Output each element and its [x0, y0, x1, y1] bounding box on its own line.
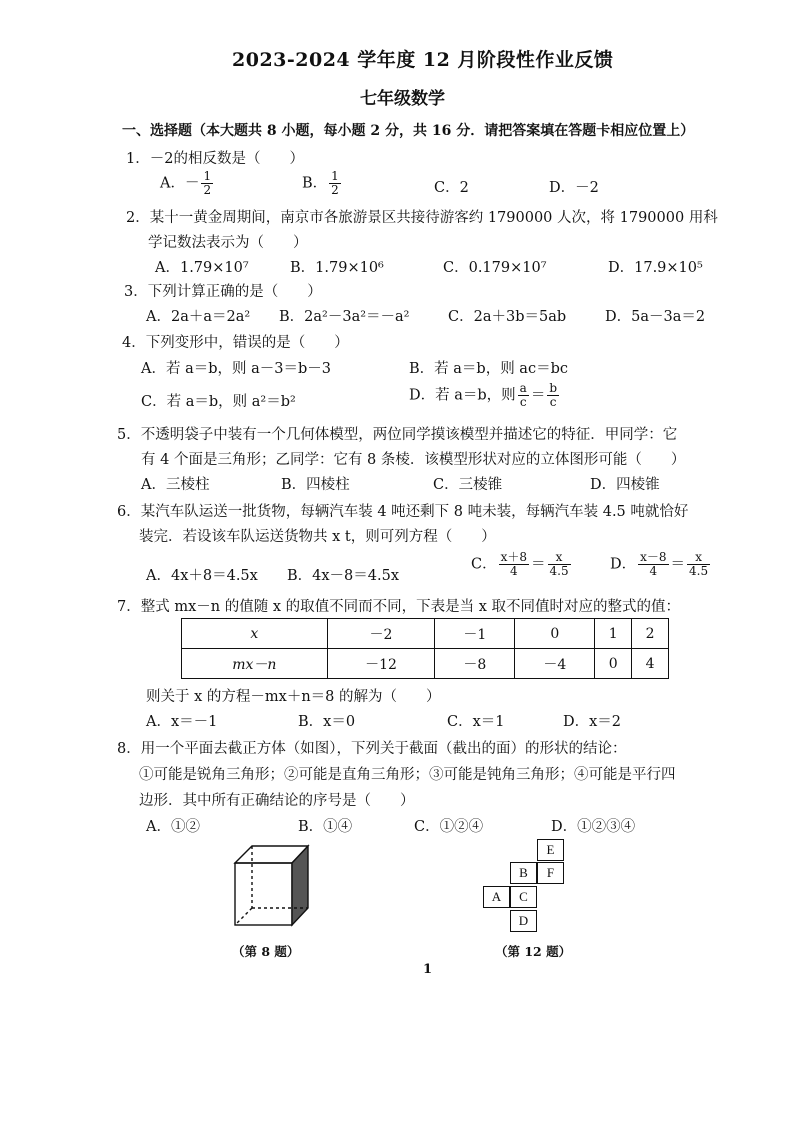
q4-d-num-1: a — [519, 381, 527, 395]
q6-c-fraction-2 — [548, 551, 571, 578]
question-7-option-d: D．x＝2 — [563, 714, 622, 730]
q4-d-den-2: c — [549, 395, 557, 409]
q6-d-den-2: 4.5 — [689, 564, 709, 578]
page-subtitle: 七年级数学 — [360, 89, 445, 109]
question-4-option-a: A．若 a＝b，则 a－3＝b－3 — [141, 361, 331, 377]
question-2-option-d: D．17.9×10⁵ — [608, 260, 703, 276]
table-cell: 1 — [595, 619, 632, 649]
net-face-f: F — [537, 862, 564, 884]
question-3-option-c: C．2a＋3b＝5ab — [448, 309, 567, 325]
q6-c-label: C． — [471, 556, 497, 573]
question-6-option-a: A．4x＋8＝4.5x — [146, 568, 258, 584]
net-face-e: E — [537, 839, 564, 861]
question-7-option-c: C．x＝1 — [447, 714, 505, 730]
cube-side-face — [292, 846, 308, 925]
question-1-option-c: C．2 — [434, 180, 469, 196]
table-cell: －4 — [515, 649, 595, 679]
figure-8-caption: （第 8 题） — [232, 944, 300, 959]
q1-b-num: 1 — [331, 169, 339, 183]
question-1-option-a — [160, 170, 215, 197]
question-8-option-c: C．①②④ — [414, 819, 484, 835]
q6-d-num-1: x－8 — [640, 550, 667, 564]
q1-b-den: 2 — [331, 183, 339, 197]
question-3-stem: 3．下列计算正确的是（ ） — [124, 284, 322, 300]
question-5-line-1: 5．不透明袋子中装有一个几何体模型，两位同学摸该模型并描述它的特征．甲同学：它 — [117, 427, 678, 443]
question-1-option-d: D．－2 — [549, 180, 599, 196]
q6-d-fraction-2 — [687, 551, 710, 578]
q4-d-fraction-1 — [518, 382, 529, 409]
table-row — [182, 649, 669, 679]
table-cell: －2 — [327, 619, 435, 649]
cube-front-face — [235, 863, 292, 925]
table-cell: 4 — [632, 649, 669, 679]
cube-figure — [230, 843, 310, 933]
question-6-line-1: 6．某汽车队运送一批货物，每辆汽车装 4 吨还剩下 8 吨未装，每辆汽车装 4.5 吨就恰好 — [117, 504, 689, 520]
table-cell: －12 — [327, 649, 435, 679]
q1-b-fraction — [329, 170, 341, 197]
page-number: 1 — [423, 962, 433, 977]
q4-d-num-2: b — [549, 381, 558, 395]
question-2-option-c: C．0.179×10⁷ — [443, 260, 547, 276]
q1-a-fraction — [201, 170, 213, 197]
question-5-option-a: A．三棱柱 — [141, 477, 210, 493]
question-6-line-2: 装完．若设该车队运送货物共 x t，则可列方程（ ） — [139, 529, 496, 545]
question-2-option-a: A．1.79×10⁷ — [155, 260, 249, 276]
page-title: 2023-2024 学年度 12 月阶段性作业反馈 — [232, 49, 614, 71]
table-cell: －1 — [435, 619, 515, 649]
table-cell: 0 — [595, 649, 632, 679]
net-face-d: D — [510, 910, 537, 932]
question-4-option-b: B．若 a＝b，则 ac＝bc — [409, 361, 568, 377]
question-3-option-b: B．2a²－3a²＝－a² — [279, 309, 410, 325]
question-8-option-b: B．①④ — [298, 819, 353, 835]
q6-d-fraction-1 — [638, 551, 668, 578]
table-cell: mx－n — [182, 649, 328, 679]
section-heading: 一、选择题（本大题共 8 小题，每小题 2 分，共 16 分．请把答案填在答题卡相应位置上） — [122, 123, 695, 139]
question-7-option-a: A．x＝－1 — [146, 714, 218, 730]
q6-d-num-2: x — [687, 551, 710, 565]
q6-d-eq: ＝ — [670, 556, 686, 573]
question-6-option-c — [471, 551, 573, 578]
net-face-c: C — [510, 886, 537, 908]
question-7-followup: 则关于 x 的方程－mx＋n＝8 的解为（ ） — [146, 689, 441, 705]
q6-c-eq: ＝ — [531, 556, 546, 573]
q1-b-label: B． — [302, 175, 328, 192]
net-face-b: B — [510, 862, 537, 884]
question-7-option-b: B．x＝0 — [298, 714, 356, 730]
q4-d-den-1: c — [519, 395, 527, 409]
q6-c-num-2: x — [548, 551, 571, 565]
table-cell: 0 — [515, 619, 595, 649]
question-5-option-d: D．四棱锥 — [590, 477, 660, 493]
q6-c-den-1: 4 — [509, 564, 518, 578]
q6-d-den-1: 4 — [649, 564, 658, 578]
question-4-option-c: C．若 a＝b，则 a²＝b² — [141, 394, 296, 410]
question-3-option-d: D．5a－3a＝2 — [605, 309, 706, 325]
question-6-option-b: B．4x－8＝4.5x — [287, 568, 400, 584]
q1-a-num: 1 — [203, 169, 212, 183]
question-8-option-d: D．①②③④ — [551, 819, 636, 835]
q1-a-label: A．－ — [160, 175, 200, 192]
question-5-option-c: C．三棱锥 — [433, 477, 503, 493]
question-2-line-1: 2．某十一黄金周期间，南京市各旅游景区共接待游客约 1790000 人次，将 1790000 用科 — [126, 210, 718, 226]
question-5-line-2: 有 4 个面是三角形；乙同学：它有 8 条棱．该模型形状对应的立体图形可能（ ） — [141, 452, 686, 468]
question-7-stem: 7．整式 mx－n 的值随 x 的取值不同而不同，下表是当 x 取不同值时对应的整式的值： — [117, 599, 680, 615]
figure-12-caption: （第 12 题） — [495, 944, 572, 959]
value-table — [181, 618, 669, 679]
question-8-line-2: ①可能是锐角三角形；②可能是直角三角形；③可能是钝角三角形；④可能是平行四 — [139, 767, 676, 783]
q6-c-fraction-1 — [499, 551, 529, 578]
q6-c-num-1: x＋8 — [500, 550, 528, 564]
net-face-a: A — [483, 886, 510, 908]
question-3-option-a: A．2a＋a＝2a² — [146, 309, 251, 325]
q4-d-fraction-2 — [547, 382, 559, 409]
question-4-option-d — [409, 382, 561, 409]
question-1-stem: 1．－2的相反数是（ ） — [126, 151, 304, 167]
question-6-option-d — [610, 551, 712, 578]
q4-d-label: D．若 a＝b，则 — [409, 387, 516, 404]
q6-c-den-2: 4.5 — [549, 564, 569, 578]
question-5-option-b: B．四棱柱 — [281, 477, 350, 493]
question-4-stem: 4．下列变形中，错误的是（ ） — [122, 335, 349, 351]
question-8-line-1: 8．用一个平面去截正方体（如图），下列关于截面（截出的面）的形状的结论： — [117, 741, 627, 757]
question-2-line-2: 学记数法表示为（ ） — [148, 235, 308, 251]
cube-hidden-edge — [235, 908, 252, 925]
question-1-option-b — [302, 170, 343, 197]
question-8-line-3: 边形．其中所有正确结论的序号是（ ） — [139, 793, 415, 809]
table-cell: 2 — [632, 619, 669, 649]
q6-d-label: D． — [610, 556, 637, 573]
question-2-option-b: B．1.79×10⁶ — [290, 260, 384, 276]
table-row — [182, 619, 669, 649]
q4-d-eq: ＝ — [530, 387, 546, 404]
table-cell: －8 — [435, 649, 515, 679]
question-8-option-a: A．①② — [146, 819, 200, 835]
table-cell: x — [182, 619, 328, 649]
q1-a-den: 2 — [203, 183, 212, 197]
